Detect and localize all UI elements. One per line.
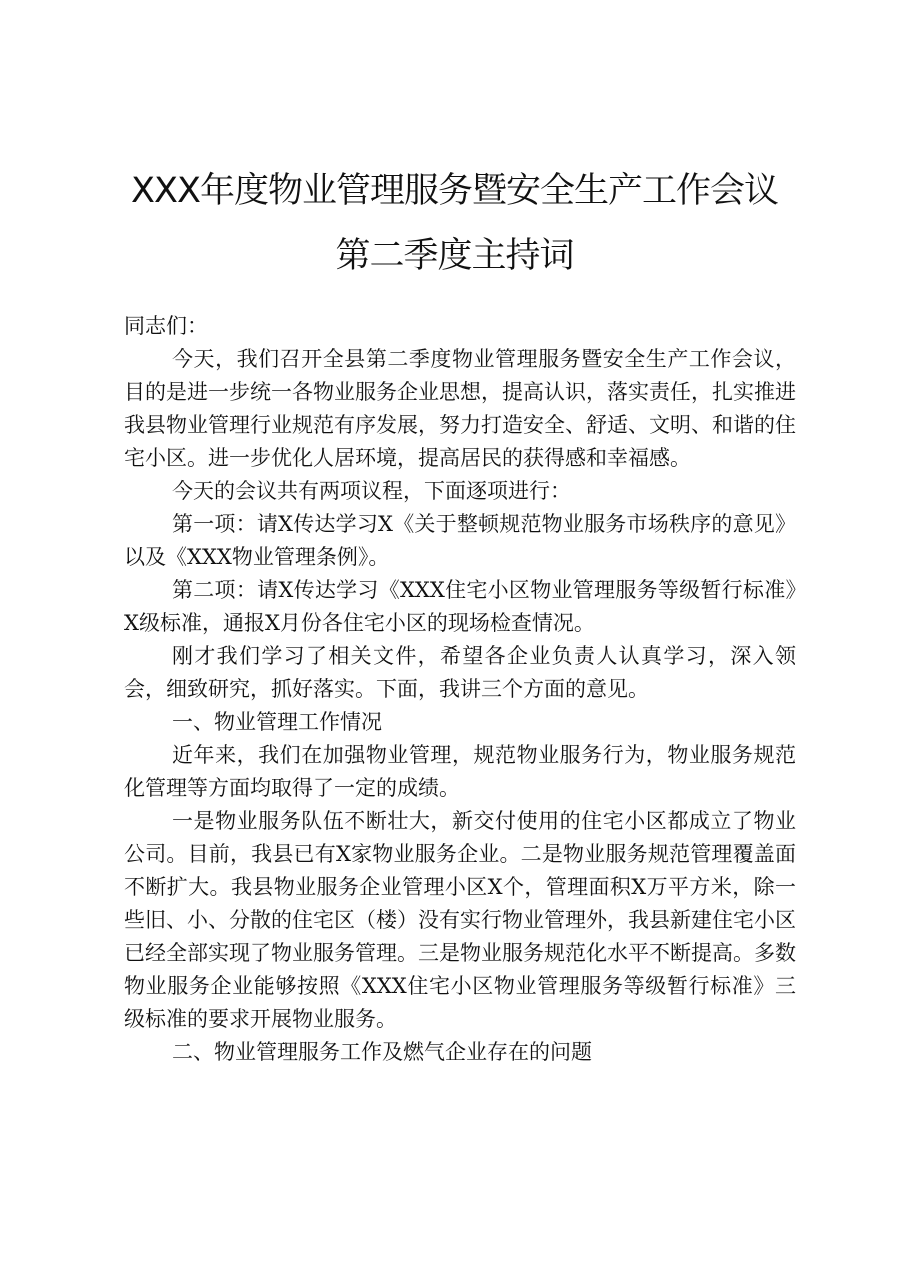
- document-title-line1: XXX年度物业管理服务暨安全生产工作会议: [131, 171, 778, 211]
- paragraph-agenda-item-1: 第一项：请X传达学习X《关于整顿规范物业服务市场秩序的意见》以及《XXX物业管理条例》。: [124, 512, 796, 569]
- document-body: [124, 310, 796, 1069]
- section-heading-1: 一、物业管理工作情况: [172, 710, 382, 734]
- paragraph-section1-intro: 近年来，我们在加强物业管理，规范物业服务行为，物业服务规范化管理等方面均取得了一定的成绩。: [124, 743, 796, 800]
- paragraph-opening: 今天，我们召开全县第二季度物业管理服务暨安全生产工作会议，目的是进一步统一各物业服务企业思想，提高认识，落实责任，扎实推进我县物业管理行业规范有序发展，努力打造安全、舒适、文明、和谐的住宅小区。进一步优化人居环境，提高居民的获得感和幸福感。: [124, 347, 796, 470]
- paragraph-transition: 刚才我们学习了相关文件，希望各企业负责人认真学习，深入领会，细致研究，抓好落实。下面，我讲三个方面的意见。: [124, 644, 796, 701]
- section-heading-2: 二、物业管理服务工作及燃气企业存在的问题: [172, 1040, 592, 1064]
- paragraph-agenda-item-2: 第二项：请X传达学习《XXX住宅小区物业管理服务等级暂行标准》X级标准，通报X月份各住宅小区的现场检查情况。: [124, 578, 796, 635]
- paragraph-section1-details: 一是物业服务队伍不断壮大，新交付使用的住宅小区都成立了物业公司。目前，我县已有X家物业服务企业。二是物业服务规范管理覆盖面不断扩大。我县物业服务企业管理小区X个，管理面积X万平方米，除一些旧、小、分散的住宅区（楼）没有实行物业管理外，我县新建住宅小区已经全部实现了物业服务管理。三是物业服务规范化水平不断提高。多数物业服务企业能够按照《XXX住宅小区物业管理服务等级暂行标准》三级标准的要求开展物业服务。: [124, 809, 796, 1031]
- document-title-line2: 第二季度主持词: [335, 236, 574, 276]
- salutation: 同志们：: [124, 314, 208, 338]
- paragraph-agenda: 今天的会议共有两项议程，下面逐项进行：: [172, 479, 571, 503]
